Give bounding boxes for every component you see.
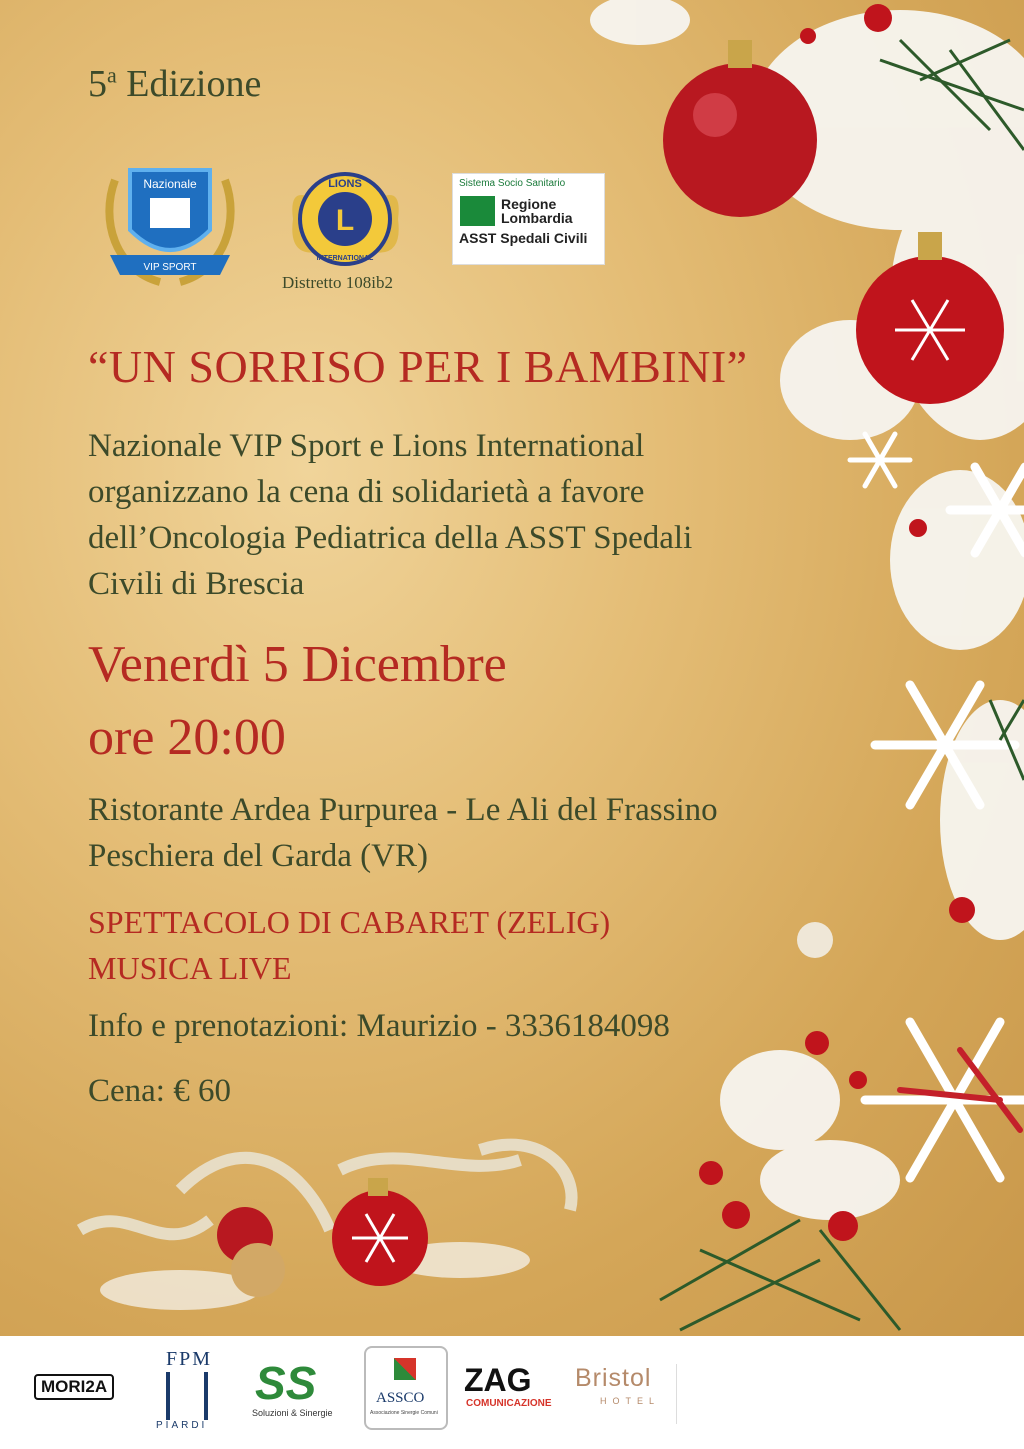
bristol-hotel-logo: Bristol HOTEL bbox=[572, 1364, 677, 1424]
description-line: organizzano la cena di solidarietà a favore bbox=[88, 474, 645, 510]
svg-text:L: L bbox=[335, 204, 355, 237]
asst-top-text: Sistema Socio Sanitario bbox=[459, 178, 566, 189]
asst-name: ASST Spedali Civili bbox=[459, 230, 588, 246]
svg-text:VIP SPORT: VIP SPORT bbox=[143, 262, 197, 273]
nazionale-vip-sport-logo bbox=[95, 160, 245, 290]
moriza-logo: MORI2A bbox=[34, 1374, 114, 1400]
svg-text:LIONS: LIONS bbox=[328, 178, 362, 190]
description-line: Civili di Brescia bbox=[88, 566, 305, 602]
fpm-piardi-logo: FPM PIARDI bbox=[156, 1348, 213, 1431]
program-item: MUSICA LIVE bbox=[88, 950, 292, 986]
soluzioni-sinergie-logo: SS Soluzioni & Sinergie bbox=[252, 1357, 333, 1418]
lions-international-logo bbox=[288, 162, 403, 277]
description-line: dell’Oncologia Pediatrica della ASST Spedali bbox=[88, 520, 693, 556]
description-line: Nazionale VIP Sport e Lions International bbox=[88, 428, 645, 464]
dinner-price: Cena: € 60 bbox=[88, 1073, 231, 1109]
regione-lombardia-icon bbox=[460, 196, 495, 226]
svg-text:Nazionale: Nazionale bbox=[143, 177, 197, 191]
asst-spedali-civili-logo bbox=[452, 173, 605, 265]
assco-logo: ASSCO Associazione Sinergie Comuni bbox=[364, 1346, 448, 1430]
event-title: “UN SORRISO PER I BAMBINI” bbox=[88, 341, 748, 392]
venue-location: Peschiera del Garda (VR) bbox=[88, 838, 428, 874]
event-time: ore 20:00 bbox=[88, 709, 286, 766]
program-item: SPETTACOLO DI CABARET (ZELIG) bbox=[88, 904, 611, 940]
asst-region-name: Lombardia bbox=[501, 210, 573, 226]
svg-text:INTERNATIONAL: INTERNATIONAL bbox=[316, 255, 374, 262]
sponsor-bar bbox=[0, 1336, 1024, 1449]
asst-region: Regione bbox=[501, 196, 557, 212]
edition-label: 5$^a$ Edizione bbox=[88, 62, 262, 105]
lions-district-caption: Distretto 108ib2 bbox=[282, 273, 393, 292]
zag-comunicazione-logo: ZAG COMUNICAZIONE bbox=[464, 1362, 552, 1409]
venue-name: Ristorante Ardea Purpurea - Le Ali del Frassino bbox=[88, 792, 718, 828]
event-day: Venerdì 5 Dicembre bbox=[88, 636, 507, 693]
booking-info: Info e prenotazioni: Maurizio - 3336184098 bbox=[88, 1008, 670, 1044]
event-description bbox=[88, 423, 768, 607]
event-venue bbox=[88, 787, 718, 879]
event-program bbox=[88, 899, 610, 991]
event-date bbox=[88, 628, 507, 774]
